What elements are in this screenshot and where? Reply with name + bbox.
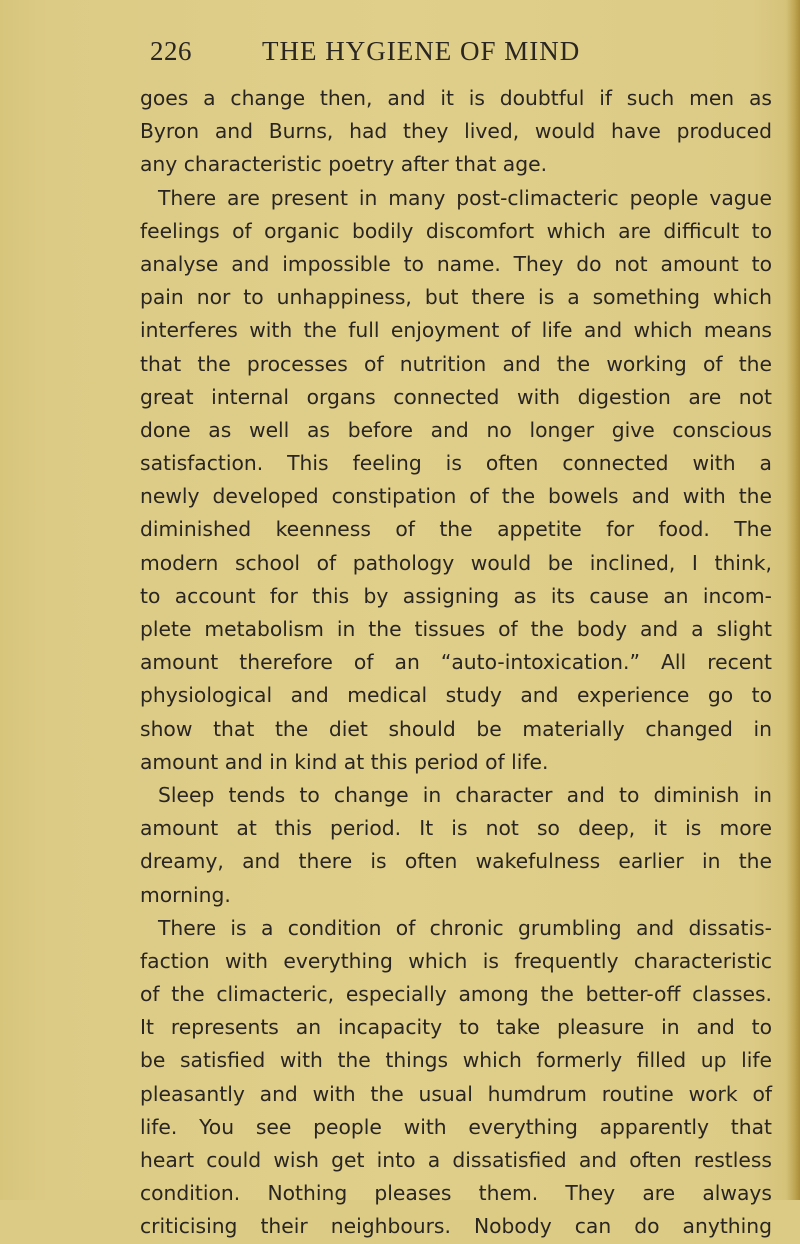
text-line: It represents an incapacity to take pleasure in and to — [140, 1015, 772, 1040]
text-line: satisfaction. This feeling is often connected with a — [140, 451, 772, 476]
text-line: interferes with the full enjoyment of life and which means — [140, 318, 772, 343]
text-line: amount and in kind at this period of life. — [140, 749, 549, 774]
text-line: feelings of organic bodily discomfort which are difficult to — [140, 218, 772, 243]
text-line: plete metabolism in the tissues of the body and a slight — [140, 617, 772, 641]
text-line: any characteristic poetry after that age. — [140, 152, 548, 177]
page-edge-shadow — [786, 0, 800, 1200]
text-line: of the climacteric, especially among the better-off classes. — [140, 982, 772, 1007]
text-line: analyse and impossible to name. They do not amount to — [140, 251, 772, 276]
text-line: Sleep tends to change in character and to diminish in — [158, 782, 772, 807]
text-line: faction with everything which is frequently characteristic — [140, 948, 772, 973]
text-line: great internal organs connected with digestion are not — [140, 384, 772, 409]
text-line: to account for this by assigning as its cause an incom- — [140, 583, 772, 608]
text-line: newly developed constipation of the bowels and with the — [140, 484, 772, 509]
text-line: physiological and medical study and experience go to — [140, 683, 772, 708]
text-line: condition. Nothing pleases them. They are always — [140, 1181, 772, 1206]
text-line: diminished keenness of the appetite for food. The — [140, 517, 772, 542]
page-header — [150, 36, 710, 68]
text-line: There is a condition of chronic grumbling and dissatis- — [158, 915, 772, 940]
text-line: heart could wish get into a dissatisfied and often restless — [140, 1148, 772, 1172]
text-line: Byron and Burns, had they lived, would have produced — [140, 119, 772, 144]
running-title: THE HYGIENE OF MIND — [262, 36, 581, 66]
text-line: life. You see people with everything apparently that — [140, 1114, 772, 1139]
text-line: pain nor to unhappiness, but there is a something which — [140, 285, 772, 310]
text-line: modern school of pathology would be inclined, I think, — [140, 550, 772, 575]
text-line: dreamy, and there is often wakefulness earlier in the — [140, 849, 772, 874]
text-line: amount therefore of an “auto-intoxication.” All recent — [140, 650, 772, 675]
body-text — [140, 82, 772, 1244]
page-number: 226 — [150, 36, 192, 66]
text-line: that the processes of nutrition and the working of the — [140, 351, 772, 376]
text-line: pleasantly and with the usual humdrum routine work of — [140, 1081, 772, 1106]
text-line: be satisfied with the things which formerly filled up life — [140, 1048, 772, 1073]
text-line: show that the diet should be materially changed in — [140, 716, 772, 741]
text-line: criticising their neighbours. Nobody can do anything — [140, 1214, 772, 1239]
text-line: goes a change then, and it is doubtful if such men as — [140, 86, 772, 110]
text-line: amount at this period. It is not so deep, it is more — [140, 816, 772, 841]
text-line: There are present in many post-climacteric people vague — [158, 185, 772, 210]
text-line: morning. — [140, 882, 231, 907]
text-line: done as well as before and no longer give conscious — [140, 417, 772, 442]
